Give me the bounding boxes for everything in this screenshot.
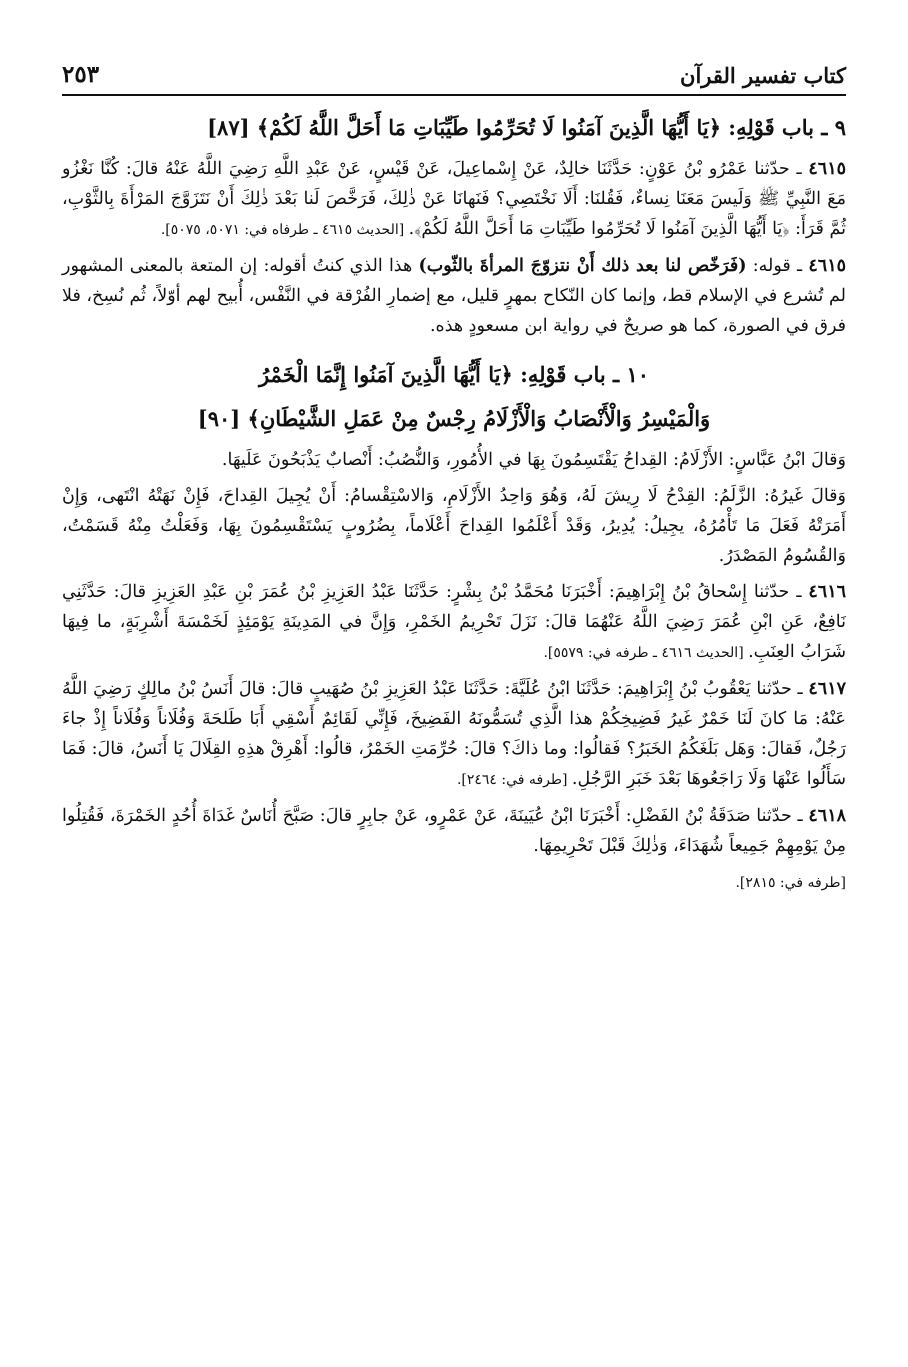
hadith-number: ٤٦١٦ [808, 582, 846, 602]
hadith-4615 [62, 154, 846, 245]
hadith-4618-reference-line [62, 867, 846, 898]
ibn-abbas-text: وَقالَ ابْنُ عَبَّاسٍ: الأَزْلَامُ: القِداحُ يَقْتَسِمُونَ بِهَا في الأُمُورِ، وَالنُّصُبُ: أَنْصابٌ يَذْبَحُونَ عَلَيهَا. [221, 450, 846, 470]
hadith-number: ٤٦١٨ [808, 806, 846, 826]
hadith-reference: [الحديث ٤٦١٥ ـ طرفاه في: ٥٠٧١، ٥٠٧٥]. [160, 222, 409, 238]
chapter-heading-10 [62, 353, 846, 441]
hadith-number: ٤٦١٧ [808, 679, 846, 699]
page-number: ٢٥٣ [62, 61, 100, 88]
hadith-4616 [62, 577, 846, 668]
chapter-heading-9 [62, 106, 846, 150]
hadith-text: ـ حدّثنا صَدَقَةُ بْنُ الفَضْلِ: أَخْبَرَنَا ابْنُ عُيَينَةَ، عَنْ عَمْرٍو، عَنْ جابِرٍ قالَ: صَبَّحَ أُنَاسٌ غَدَاةَ أُحُدٍ الخَمْرَةَ، فَقُتِلُوا مِنْ يَوْمِهِمْ جَمِيعاً شُهَدَاءَ، وَذٰلِكَ قَبْلَ تَحْرِيمِهَا. [62, 806, 846, 856]
hadith-reference: [طرفه في: ٢٤٦٤]. [456, 772, 572, 788]
hadith-4618 [62, 801, 846, 861]
ibn-abbas-note [62, 445, 846, 475]
hadith-reference: [الحديث ٤٦١٦ ـ طرفه في: ٥٥٧٩]. [543, 645, 749, 661]
ghayruh-text: وَقالَ غَيرُهُ: الزَّلَمُ: القِدْحُ لَا رِيشَ لَهُ، وَهُوَ وَاحِدُ الأَزْلَامِ، وَالاسْتِقْسامُ: أَنْ يُجِيلَ القِداحَ، فَإِنْ نَهَتْهُ انْتَهى، وَإِنْ أَمَرَتْهُ فَعَلَ مَا تَأْمُرُهُ، يجِيلُ: يُدِيرُ، وَقَدْ أَعْلَمُوا القِداحَ أَعْلَاماً، بِضُرُوبٍ يَسْتَقْسِمُونَ بِهَا، وَفَعَلْتُ مِنْهُ قَسَمْتُ، وَالقُسُومُ المَصْدَرُ. [62, 486, 846, 566]
hadith-4617 [62, 674, 846, 795]
page-header [62, 52, 846, 96]
running-title: كتاب تفسير القرآن [680, 63, 846, 88]
commentary-text: هذا الذي كنتُ أقوله: إن المتعة بالمعنى المشهور لم تُشرع في الإسلام قط، وإنما كان النّكاح بمهرٍ قليل، مع إضمارِ الفُرْقة في النَّفْس، أُبيح لهم أوّلاً، ثُم نُسِخ، فلا فرق في الصورة، كما هو صريحٌ في رواية ابن مسعودٍ هذه. [62, 256, 846, 336]
commentary-number: ٤٦١٥ [808, 256, 846, 276]
hadith-reference: [طرفه في: ٢٨١٥]. [735, 875, 846, 891]
chapter-heading-10-line-2: وَالْمَيْسِرُ وَالْأَنْصَابُ وَالْأَزْلَامُ رِجْسٌ مِنْ عَمَلِ الشَّيْطَانِ﴾ [٩٠] [197, 406, 711, 431]
hadith-number: ٤٦١٥ [808, 159, 846, 179]
hadith-text: ـ حدّثنا عَمْرُو بْنُ عَوْنٍ: حَدَّثَنَا خالِدٌ، عَنْ إِسْماعِيلَ، عَنْ قَيْسٍ، عَنْ عَبْدِ اللَّهِ رَضِيَ اللَّهُ عَنْهُ قالَ: كُنَّا نَغْزُو مَعَ النَّبِيِّ ﷺ وَلَيسَ مَعَنَا نِساءٌ، فَقُلنَا: أَلَا نَخْتَصِي؟ فَنَهانَا عَنْ ذٰلِكَ، فَرَخَّصَ لَنا بَعْدَ ذٰلِكَ أَنْ نَتَزَوَّجَ المَرْأَةَ بِالثَّوْبِ، ثُمَّ قَرَأَ: ﴿يَا أَيُّهَا الَّذِينَ آمَنُوا لَا تُحَرِّمُوا طَيِّبَاتِ مَا أَحَلَّ اللَّهُ لَكُمْ﴾. [62, 159, 846, 239]
hadith-text: ـ حدّثنا يَعْقُوبُ بْنُ إِبْرَاهِيمَ: حَدَّثَنَا ابْنُ عُلَيَّةَ: حَدَّثَنَا عَبْدُ العَزِيزِ بْنُ صُهَيبٍ قالَ: قالَ أَنَسُ بْنُ مالِكٍ رَضِيَ اللَّهُ عَنْهُ: مَا كانَ لَنَا خَمْرٌ غَيرُ فَضِيخِكُمْ هذا الَّذِي تُسَمُّونَهُ الفَضِيخَ، فَإِنِّي لَقَائِمٌ أَسْقِي أَبَا طَلحَةَ وَفُلَاناً وَفُلَاناً إِذْ جاءَ رَجُلٌ، فَقالَ: وَهَل بَلَغَكُمُ الخَبَرُ؟ فَقالُوا: وما ذاكَ؟ قالَ: حُرِّمَتِ الخَمْرُ، قالُوا: أَهْرِقْ هذِهِ القِلَالَ يَا أَنَسُ، قالَ: فَمَا سَأَلُوا عَنْهَا وَلَا رَاجَعُوهَا بَعْدَ خَبَرِ الرَّجُلِ. [62, 679, 846, 789]
chapter-heading-10-line-1: ١٠ ـ باب قَوْلِهِ: ﴿يَا أَيُّهَا الَّذِينَ آمَنُوا إِنَّمَا الْخَمْرُ [258, 362, 650, 387]
commentary-quoted-phrase: (فَرَخّص لنا بعد ذلك أَنْ نتزوّجَ المرأةَ بالثّوب) [418, 256, 747, 276]
page-body [62, 106, 846, 898]
chapter-heading-9-text: ٩ ـ باب قَوْلِهِ: ﴿يَا أَيُّهَا الَّذِينَ آمَنُوا لَا تُحَرِّمُوا طَيِّبَاتِ مَا أَحَلَّ اللَّهُ لَكُمْ﴾ [٨٧] [207, 115, 846, 140]
commentary-lead: ـ قوله: [746, 256, 809, 276]
commentary-4615 [62, 251, 846, 341]
hadith-text: ـ حدّثنا إِسْحاقُ بْنُ إِبْرَاهِيمَ: أَخْبَرَنَا مُحَمَّدُ بْنُ بِشْرٍ: حَدَّثَنَا عَبْدُ العَزِيزِ بْنُ عُمَرَ بْنِ عَبْدِ العَزِيزِ قالَ: حَدَّثَنِي نَافِعٌ، عَنِ ابْنِ عُمَرَ رَضِيَ اللَّهُ عَنْهُمَا قالَ: نَزَلَ تَحْرِيمُ الخَمْرِ، وَإِنَّ في المَدِينَةِ يَوْمَئِذٍ لَخَمْسَةَ أَشْرِبَةٍ، ما فِيهَا شَرَابُ العِنَبِ. [62, 582, 846, 662]
ghayruh-note [62, 481, 846, 571]
